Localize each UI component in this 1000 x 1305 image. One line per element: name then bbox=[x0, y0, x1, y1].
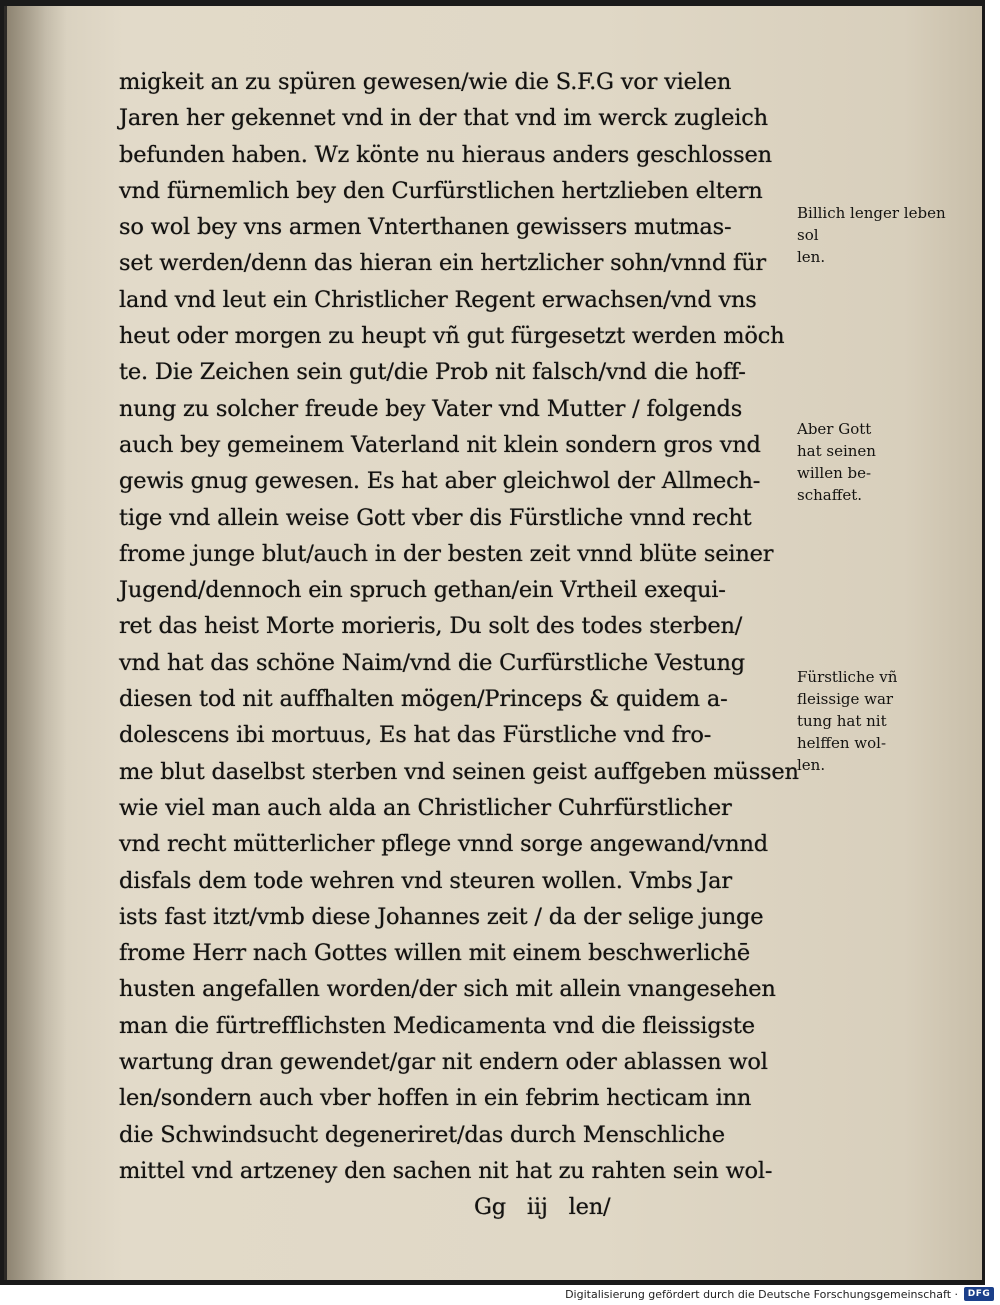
text-line: befunden haben. Wz könte nu hieraus anders geschlossen bbox=[119, 141, 772, 168]
margin-note: Aber Gott hat seinen willen be- schaffet. bbox=[797, 420, 876, 504]
text-line: nung zu solcher freude bey Vater vnd Mutter / folgends bbox=[119, 395, 743, 422]
margin-note: Billich lenger leben sol len. bbox=[797, 204, 946, 266]
text-line: man die fürtrefflichsten Medicamenta vnd die fleissigste bbox=[119, 1012, 755, 1039]
text-line: ists fast itzt/vmb diese Johannes zeit / da der selige junge bbox=[119, 903, 764, 930]
text-line: migkeit an zu spüren gewesen/wie die S.F.G vor vielen bbox=[119, 69, 732, 95]
text-line: Jaren her gekennet vnd in der that vnd im werck zugleich bbox=[119, 105, 768, 132]
footer-bar bbox=[0, 1285, 1000, 1305]
text-line: land vnd leut ein Christlicher Regent erwachsen/vnd vns bbox=[119, 286, 757, 313]
text-line: len/sondern auch vber hoffen in ein febrim hecticam inn bbox=[119, 1085, 752, 1112]
text-line: mittel vnd artzeney den sachen nit hat zu rahten sein wol- bbox=[119, 1157, 773, 1184]
text-line: auch bey gemeinem Vaterland nit klein sondern gros vnd bbox=[119, 431, 761, 458]
dfg-logo: DFG bbox=[964, 1287, 994, 1301]
main-text-block bbox=[119, 64, 809, 1226]
text-line: wie viel man auch alda an Christlicher Cuhrfürstlicher bbox=[119, 794, 732, 821]
text-line: Jugend/dennoch ein spruch gethan/ein Vrtheil exequi- bbox=[119, 577, 726, 604]
book-page bbox=[4, 6, 982, 1280]
text-line: te. Die Zeichen sein gut/die Prob nit falsch/vnd die hoff- bbox=[119, 359, 746, 386]
digitization-credit: Digitalisierung gefördert durch die Deutsche Forschungsgemeinschaft · bbox=[565, 1288, 958, 1301]
text-line: frome Herr nach Gottes willen mit einem beschwerlichē bbox=[119, 940, 751, 967]
text-line: husten angefallen worden/der sich mit allein vnangesehen bbox=[119, 976, 776, 1003]
text-line: ret das heist Morte morieris, Du solt des todes sterben/ bbox=[119, 613, 743, 640]
text-line: wartung dran gewendet/gar nit endern oder ablassen wol bbox=[119, 1049, 768, 1076]
text-line: diesen tod nit auffhalten mögen/Princeps & quidem a- bbox=[119, 686, 728, 713]
text-line: dolescens ibi mortuus, Es hat das Fürstliche vnd fro- bbox=[119, 722, 712, 749]
text-line: set werden/denn das hieran ein hertzlicher sohn/vnnd für bbox=[119, 250, 766, 277]
text-line: me blut daselbst sterben vnd seinen geist auffgeben müssen bbox=[119, 758, 799, 785]
margin-note: Fürstliche vñ fleissige war tung hat nit helffen wol- len. bbox=[797, 668, 898, 774]
text-line: heut oder morgen zu heupt vñ gut fürgesetzt werden möch bbox=[119, 323, 785, 350]
text-line: tige vnd allein weise Gott vber dis Fürstliche vnnd recht bbox=[119, 504, 752, 531]
text-line: vnd fürnemlich bey den Curfürstlichen hertzlieben eltern bbox=[119, 177, 763, 204]
spine-shadow bbox=[7, 6, 67, 1280]
text-line: die Schwindsucht degeneriret/das durch Menschliche bbox=[119, 1121, 725, 1148]
text-line: so wol bey vns armen Vnterthanen gewissers mutmas- bbox=[119, 214, 732, 241]
text-line: gewis gnug gewesen. Es hat aber gleichwol der Allmech- bbox=[119, 468, 761, 495]
text-line: disfals dem tode wehren vnd steuren wollen. Vmbs Jar bbox=[119, 867, 732, 894]
signature-catchword-line: Gg iij len/ bbox=[474, 1194, 611, 1221]
text-line: frome junge blut/auch in der besten zeit vnnd blüte seiner bbox=[119, 540, 774, 567]
text-line: vnd hat das schöne Naim/vnd die Curfürstliche Vestung bbox=[119, 649, 746, 676]
text-line: vnd recht mütterlicher pflege vnnd sorge angewand/vnnd bbox=[119, 831, 768, 858]
